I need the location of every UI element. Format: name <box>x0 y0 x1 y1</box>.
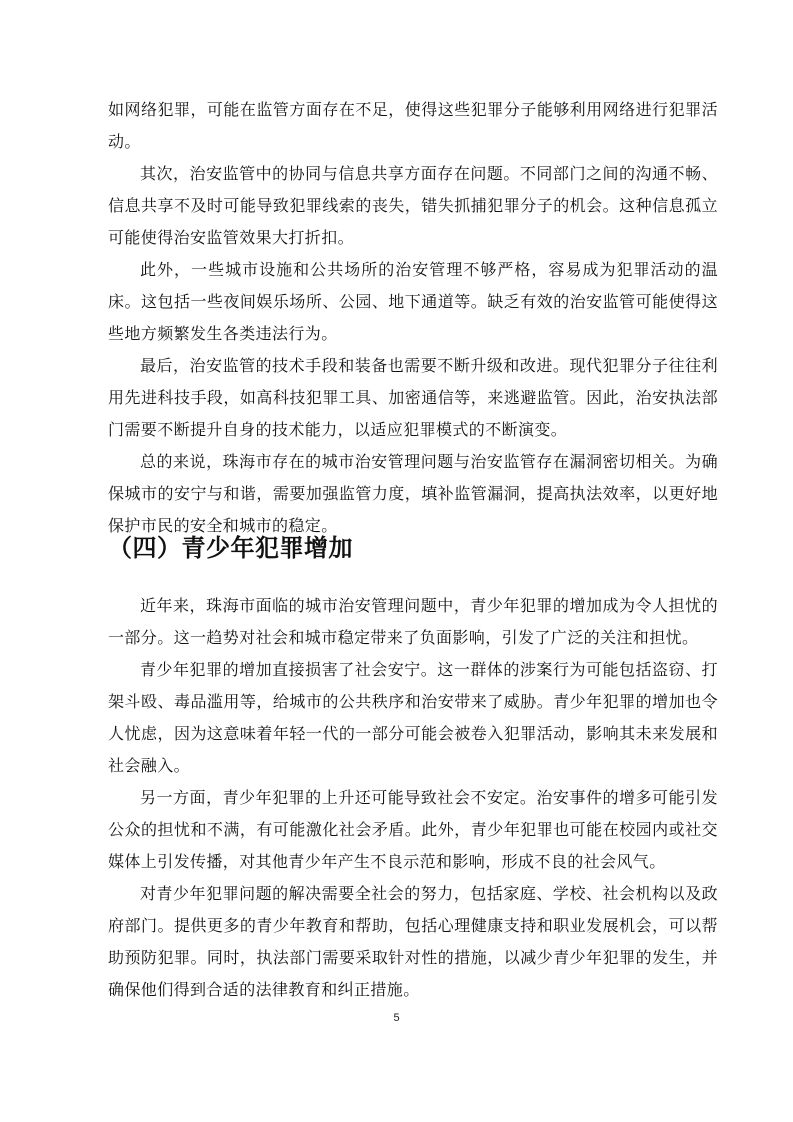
paragraph-coordination: 其次，治安监管中的协同与信息共享方面存在问题。不同部门之间的沟通不畅、信息共享不及时可能导致犯罪线索的丧失，错失抓捕犯罪分子的机会。这种信息孤立可能使得治安监管效果大打折扣。 <box>108 164 718 247</box>
paragraph-solution: 对青少年犯罪问题的解决需要全社会的努力，包括家庭、学校、社会机构以及政府部门。提供更多的青少年教育和帮助，包括心理健康支持和职业发展机会，可以帮助预防犯罪。同时，执法部门需要采取针对性的措施，以减少青少年犯罪的发生，并确保他们得到合适的法律教育和纠正措施。 <box>108 884 718 999</box>
paragraph-continuation: 如网络犯罪，可能在监管方面存在不足，使得这些犯罪分子能够利用网络进行犯罪活动。 <box>108 100 718 151</box>
section-heading: （四）青少年犯罪增加 <box>108 534 353 562</box>
paragraph-technology: 最后，治安监管的技术手段和装备也需要不断升级和改进。现代犯罪分子往往利用先进科技手段，如高科技犯罪工具、加密通信等，来逃避监管。因此，治安执法部门需要不断提升自身的技术能力，以适应犯罪模式的不断演变。 <box>108 356 718 439</box>
paragraph-intro: 近年来，珠海市面临的城市治安管理问题中，青少年犯罪的增加成为令人担忧的一部分。这一趋势对社会和城市稳定带来了负面影响，引发了广泛的关注和担忧。 <box>108 596 718 647</box>
paragraph-summary: 总的来说，珠海市存在的城市治安管理问题与治安监管存在漏洞密切相关。为确保城市的安宁与和谐，需要加强监管力度，填补监管漏洞，提高执法效率，以更好地保护市民的安全和城市的稳定。 <box>108 452 718 535</box>
previous-section-body <box>108 94 718 542</box>
paragraph-public-places: 此外，一些城市设施和公共场所的治安管理不够严格，容易成为犯罪活动的温床。这包括一些夜间娱乐场所、公园、地下通道等。缺乏有效的治安监管可能使得这些地方频繁发生各类违法行为。 <box>108 260 718 343</box>
paragraph-harm: 青少年犯罪的增加直接损害了社会安宁。这一群体的涉案行为可能包括盗窃、打架斗殴、毒品滥用等，给城市的公共秩序和治安带来了威胁。青少年犯罪的增加也令人忧虑，因为这意味着年轻一代的一部分可能会被卷入犯罪活动，影响其未来发展和社会融入。 <box>108 660 718 775</box>
section-four-body <box>108 590 718 1006</box>
paragraph-instability: 另一方面，青少年犯罪的上升还可能导致社会不安定。治安事件的增多可能引发公众的担忧和不满，有可能激化社会矛盾。此外，青少年犯罪也可能在校园内或社交媒体上引发传播，对其他青少年产生不良示范和影响，形成不良的社会风气。 <box>108 788 718 871</box>
page-number: 5 <box>393 1012 400 1024</box>
